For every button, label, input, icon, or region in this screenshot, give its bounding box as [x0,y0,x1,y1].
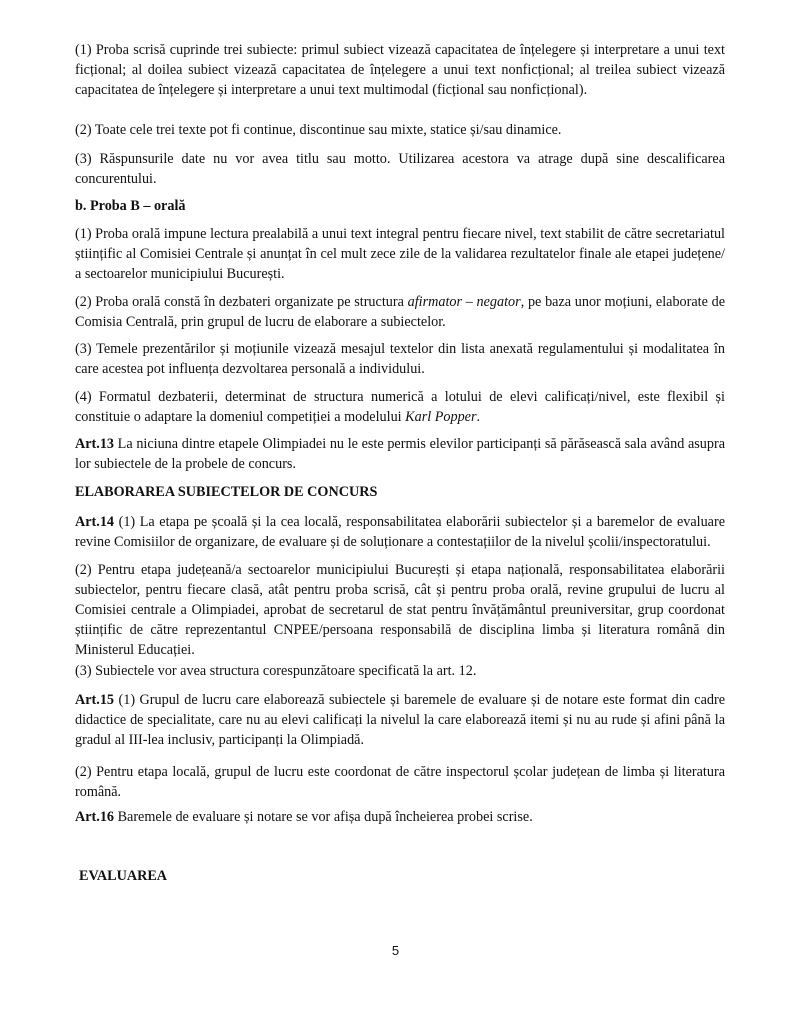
proba-a-paragraph-1: (1) Proba scrisă cuprinde trei subiecte: primul subiect vizează capacitatea de înțelegere și interpretare a unui text ficțional; al doilea subiect vizează capacitatea de înțelegere a unui text nonficțional; al treilea subiect vizează capacitatea de înțelegere și interpretare a unui text multimodal (ficțional sau nonficțional). [75,42,725,98]
art15-p1-text: (1) Grupul de lucru care elaborează subiectele și baremele de evaluare și de notare este format din cadre didactice de specialitate, care nu au elevi calificați la nivelul la care elaborează itemi și nu au rude și afini până la gradul al III-lea inclusiv, participanți la Olimpiadă. [75,692,725,748]
art14-paragraph-2: (2) Pentru etapa județeană/a sectoarelor municipiului București și etapa națională, responsabilitatea elaborării subiectelor, pentru fiecare clasă, atât pentru proba scrisă, cât și pentru proba orală, revine grupului de lucru al Comisiei centrale a Olimpiadei, aprobat de secretarul de stat pentru învățământul preuniversitar, grup coordonat științific de către reprezentantul CNPEE/persoana responsabilă de disciplina limba și literatura română din Ministerul Educației. [75,562,725,658]
proba-b-paragraph-2 [75,292,725,332]
proba-b-paragraph-3: (3) Temele prezentărilor și moțiunile vizează mesajul textelor din lista anexată regulamentului și modalitatea în care acestea pot influența dezvoltarea personală a individului. [75,341,725,377]
page-number: 5 [391,943,400,958]
art16-paragraph [75,807,725,827]
proba-b-p2-text-start: (2) Proba orală constă în dezbateri organizate pe structura [75,294,408,310]
art13-paragraph [75,434,725,474]
art14-p1-text: (1) La etapa pe școală și la cea locală, responsabilitatea elaborării subiectelor și a baremelor de evaluare revine Comisiilor de organizare, de evaluare și de soluționare a contestațiilor de la nivelul școlii/inspectoratului. [75,514,725,550]
proba-b-p4-italic: Karl Popper [405,409,477,425]
art15-paragraph-1 [75,690,725,750]
art13-text: La niciuna dintre etapele Olimpiadei nu le este permis elevilor participanți să părăsească sala având asupra lor subiectele de la probele de concurs. [75,436,725,472]
evaluarea-heading: EVALUAREA [79,868,168,884]
proba-b-paragraph-1: (1) Proba orală impune lectura prealabilă a unui text integral pentru fiecare nivel, text stabilit de către secretariatul științific al Comisiei Centrale și anunțat în cel mult zece zile de la validarea rezultatelor finale ale etapei județene/ a sectoarelor municipiului București. [75,226,725,282]
proba-b-heading: b. Proba B – orală [75,198,186,214]
elaborarea-heading: ELABORAREA SUBIECTELOR DE CONCURS [75,484,378,500]
proba-a-paragraph-2: (2) Toate cele trei texte pot fi continue, discontinue sau mixte, statice și/sau dinamice. [75,122,562,138]
proba-b-paragraph-4 [75,387,725,427]
art14-paragraph-3: (3) Subiectele vor avea structura corespunzătoare specificată la art. 12. [75,663,477,679]
art15-paragraph-2: (2) Pentru etapa locală, grupul de lucru este coordonat de către inspectorul școlar județean de limba și literatura română. [75,764,725,800]
proba-b-p4-text-start: (4) Formatul dezbaterii, determinat de structura numerică a lotului de elevi calificați/nivel, este flexibil și constituie o adaptare la domeniul competiției a modelului [75,389,725,425]
art13-label: Art.13 [75,436,115,452]
art16-text: Baremele de evaluare și notare se vor afișa după încheierea probei scrise. [114,809,533,825]
proba-b-p4-text-end: . [476,409,481,425]
proba-a-paragraph-3: (3) Răspunsurile date nu vor avea titlu sau motto. Utilizarea acestora va atrage după sine descalificarea concurentului. [75,151,725,187]
art14-paragraph-1 [75,512,725,552]
art15-label: Art.15 [75,692,115,708]
proba-b-p2-text-end: , pe baza unor moțiuni, elaborate de Comisia Centrală, prin grupul de lucru de elaborare a subiectelor. [75,294,726,330]
art16-label: Art.16 [75,809,115,825]
proba-b-p2-italic: afirmator – negator [407,294,521,310]
art14-label: Art.14 [75,514,115,530]
